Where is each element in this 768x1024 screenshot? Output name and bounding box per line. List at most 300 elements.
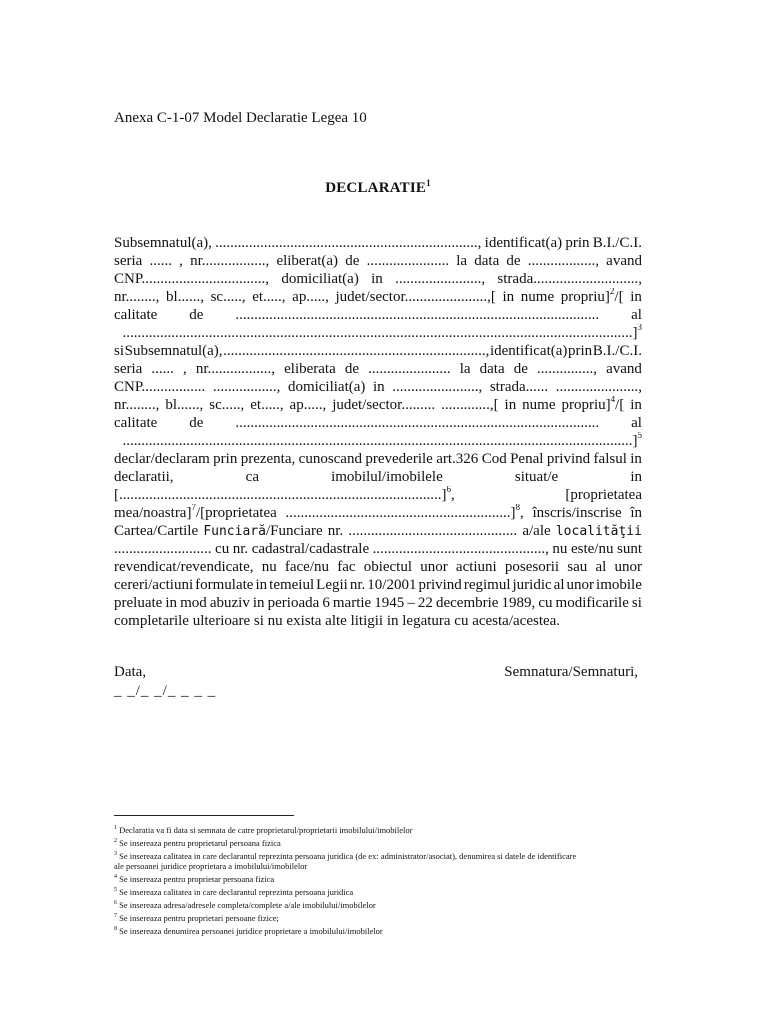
body-word: nr. xyxy=(349,577,366,593)
body-word: nr........, xyxy=(114,289,160,305)
footnote-text: Declaratia va fi data si semnata de catre proprietarul/proprietarii imobilului/imobilelor xyxy=(119,824,413,835)
body-word: .................., xyxy=(527,253,599,269)
body-word: sc....., xyxy=(209,397,245,413)
body-word: completarile ulterioare si nu exista alte litigii in legatura cu acesta/acestea. xyxy=(114,613,561,629)
word-group xyxy=(374,594,404,612)
word-group xyxy=(183,360,187,378)
word-group xyxy=(255,576,267,594)
body-line xyxy=(114,270,642,288)
body-word: ......................., xyxy=(395,271,486,287)
word-group xyxy=(630,504,642,522)
body-word: revendicat/revendicate, xyxy=(114,559,254,575)
title-footnote-ref: 1 xyxy=(426,178,431,188)
footnote xyxy=(114,872,642,885)
word-group xyxy=(268,594,320,612)
word-group xyxy=(371,270,383,288)
body-word: /[ xyxy=(615,397,625,413)
body-word: .............,[ xyxy=(441,397,499,413)
body-word: cereri/actiuni xyxy=(114,577,194,593)
word-group xyxy=(630,450,642,468)
word-group xyxy=(285,504,523,522)
word-group xyxy=(114,306,157,324)
body-word: bl......, xyxy=(165,397,204,413)
word-group xyxy=(252,540,369,558)
body-word: cu xyxy=(538,595,553,611)
body-word: face/nu xyxy=(284,559,330,575)
body-word: 1945 xyxy=(374,595,405,611)
body-word: prin xyxy=(565,235,590,251)
body-line xyxy=(114,378,642,396)
body-word: Subsemnatul(a), xyxy=(114,235,212,251)
body-word: in xyxy=(630,289,642,305)
word-group xyxy=(246,468,259,486)
word-group xyxy=(114,594,162,612)
footnote-ref: 4 xyxy=(610,396,616,404)
word-group xyxy=(632,594,642,612)
signature-label: Semnatura/Semnaturi, xyxy=(504,664,638,680)
word-group xyxy=(593,234,642,252)
word-group xyxy=(456,252,467,270)
body-word: .............................................., xyxy=(372,541,549,557)
footnote-divider xyxy=(114,815,294,816)
footnote-text: Se insereaza calitatea in care declarantul reprezinta persoana juridica xyxy=(119,887,354,898)
body-word: nu xyxy=(552,541,568,557)
body-word: ...... xyxy=(151,361,174,377)
footnote xyxy=(114,911,642,924)
word-group xyxy=(284,360,336,378)
body-word: calitate xyxy=(114,415,158,431)
body-word: fac xyxy=(337,559,356,575)
body-line xyxy=(114,234,642,252)
word-group xyxy=(114,270,269,288)
body-word: avand xyxy=(606,361,642,377)
body-word: de xyxy=(513,361,528,377)
word-group xyxy=(189,414,203,432)
word-group xyxy=(213,378,281,396)
body-word: prin xyxy=(213,451,238,467)
footnotes xyxy=(114,823,642,937)
word-group xyxy=(276,252,338,270)
date-placeholder: _ _/_ _/_ _ _ _ xyxy=(114,683,217,699)
word-group xyxy=(196,360,275,378)
body-word: 10/2001 xyxy=(367,577,417,593)
body-word: de xyxy=(189,415,204,431)
word-group xyxy=(114,576,193,594)
body-word: 6 xyxy=(322,595,330,611)
body-word: identificat(a) xyxy=(489,343,568,359)
word-group xyxy=(165,396,203,414)
word-group xyxy=(418,576,461,594)
footnote-text: Se insereaza pentru proprietarul persoana fizica xyxy=(119,837,281,848)
body-word: ap....., xyxy=(289,397,327,413)
body-word: al xyxy=(553,577,565,593)
word-group xyxy=(350,576,365,594)
word-group xyxy=(593,342,642,360)
body-word: la xyxy=(459,361,471,377)
body-line xyxy=(114,306,642,324)
body-word: si xyxy=(631,595,642,611)
word-group xyxy=(114,612,560,630)
body-word: calitate xyxy=(114,307,158,323)
body-word: in xyxy=(630,397,642,413)
body-word: CNP................................., xyxy=(114,271,270,287)
annex-heading: Anexa C-1-07 Model Declaratie Legea 10 xyxy=(114,110,367,126)
word-group xyxy=(114,522,198,540)
footnote-text: Se insereaza calitatea in care declarantul reprezinta persoana juridica (de ex: administrator/asociat), denumirea si datele de identificare xyxy=(119,850,577,861)
body-word: falsul xyxy=(593,451,627,467)
word-group xyxy=(395,270,485,288)
body-word: Funciară xyxy=(203,524,266,539)
body-word: , xyxy=(519,505,524,521)
word-group xyxy=(456,558,497,576)
word-group xyxy=(515,468,558,486)
body-word: domiciliat(a) xyxy=(281,271,359,287)
body-word: avand xyxy=(606,253,642,269)
body-word: ......................, xyxy=(555,379,642,395)
body-word: in xyxy=(630,469,642,485)
body-word: sau xyxy=(567,559,588,575)
word-group xyxy=(235,414,599,432)
word-group xyxy=(235,306,599,324)
footnote-text: Se insereaza pentru proprietar persoana fizica xyxy=(119,874,275,885)
word-group xyxy=(532,504,621,522)
body-word: este/nu xyxy=(570,541,614,557)
word-group xyxy=(631,306,642,324)
word-group xyxy=(348,522,517,540)
word-group xyxy=(209,396,244,414)
footnote-ref: 2 xyxy=(609,288,615,296)
word-group xyxy=(290,396,327,414)
body-word: a/ale xyxy=(522,523,551,539)
word-group xyxy=(151,360,174,378)
word-group xyxy=(631,414,642,432)
word-group xyxy=(617,540,642,558)
word-group xyxy=(179,252,183,270)
body-line xyxy=(114,504,642,522)
body-word: cunoscand xyxy=(298,451,362,467)
body-word: domiciliat(a) xyxy=(287,379,366,395)
word-group xyxy=(332,396,435,414)
body-line xyxy=(114,540,642,558)
word-group xyxy=(114,468,174,486)
body-word: Subsemnatul(a), xyxy=(124,343,223,359)
body-line xyxy=(114,414,642,432)
word-group xyxy=(561,396,624,414)
footnote-number: 2 xyxy=(114,837,117,844)
body-word: nume xyxy=(520,289,555,305)
body-word: ..............., xyxy=(536,361,597,377)
word-group xyxy=(316,576,348,594)
word-group xyxy=(505,396,517,414)
word-group xyxy=(337,558,355,576)
body-word: imobilul/imobilele xyxy=(331,469,443,485)
body-line xyxy=(114,612,642,630)
body-word: bl......, xyxy=(166,289,204,305)
body-word: ........................................................................................................................................] xyxy=(122,433,638,449)
word-group xyxy=(322,594,330,612)
body-word: ............................................................] xyxy=(285,505,516,521)
body-word: unor xyxy=(566,577,595,593)
body-line xyxy=(114,342,642,360)
body-word: localităţii xyxy=(555,524,642,539)
signature-block xyxy=(114,664,642,700)
body-word: ...... xyxy=(149,253,172,269)
body-word: in xyxy=(502,289,515,305)
body-word: et....., xyxy=(250,397,284,413)
body-word: identificat(a) xyxy=(484,235,563,251)
footnote-ref: 8 xyxy=(515,504,520,512)
body-word: actiuni xyxy=(455,559,497,575)
word-group xyxy=(114,414,157,432)
body-word: in xyxy=(371,271,383,287)
body-word: strada...... xyxy=(489,379,549,395)
body-word: la xyxy=(456,253,468,269)
body-word: mod xyxy=(180,595,207,611)
word-group xyxy=(552,540,567,558)
word-group xyxy=(123,432,643,450)
word-group xyxy=(502,594,536,612)
body-word: Legii xyxy=(316,577,348,593)
footnote-number: 5 xyxy=(114,887,117,894)
word-group xyxy=(630,288,642,306)
word-group xyxy=(292,288,329,306)
footnote-ref: 3 xyxy=(637,324,642,332)
body-word: de xyxy=(189,307,204,323)
footnote-number: 8 xyxy=(114,925,117,932)
body-word: CNP................. xyxy=(114,379,206,395)
word-group xyxy=(460,360,471,378)
word-group xyxy=(567,576,595,594)
word-group xyxy=(213,450,237,468)
body-word: /[proprietatea xyxy=(195,505,277,521)
word-group xyxy=(215,540,229,558)
word-group xyxy=(561,288,624,306)
word-group xyxy=(123,324,643,342)
word-group xyxy=(554,576,565,594)
word-group xyxy=(514,360,528,378)
body-word: unor xyxy=(420,559,448,575)
word-group xyxy=(490,378,548,396)
footnote-ref: 7 xyxy=(191,504,196,512)
word-group xyxy=(333,594,371,612)
word-group xyxy=(538,594,552,612)
body-word: declaratii, xyxy=(114,469,174,485)
body-line xyxy=(114,522,642,540)
body-word: propriu] xyxy=(561,397,611,413)
footnote xyxy=(114,898,642,911)
body-word: , xyxy=(451,487,455,503)
body-line xyxy=(114,576,642,594)
word-group xyxy=(215,234,481,252)
word-group xyxy=(594,450,627,468)
word-group xyxy=(114,234,212,252)
body-word: regimul xyxy=(463,577,511,593)
body-word: in xyxy=(252,595,265,611)
word-group xyxy=(114,450,210,468)
footnote-text: Se insereaza denumirea persoanei juridice proprietare a imobilului/imobilelor xyxy=(119,925,383,936)
body-word: martie xyxy=(332,595,372,611)
body-word: Cartea/Cartile xyxy=(114,523,199,539)
word-group xyxy=(364,558,412,576)
body-word: ................................................................................................. xyxy=(235,307,600,323)
body-word: .......................... xyxy=(114,541,212,557)
body-word: imobile xyxy=(596,577,642,593)
word-group xyxy=(114,360,142,378)
word-group xyxy=(195,576,253,594)
word-group xyxy=(367,576,416,594)
word-group xyxy=(114,396,159,414)
word-group xyxy=(331,468,443,486)
word-group xyxy=(556,594,629,612)
word-group xyxy=(114,288,159,306)
word-group xyxy=(522,396,555,414)
word-group xyxy=(521,288,554,306)
word-group xyxy=(482,450,507,468)
title-text: DECLARATIE xyxy=(325,180,427,196)
word-group xyxy=(480,360,505,378)
footnote xyxy=(114,861,642,872)
body-word: eliberata xyxy=(284,361,336,377)
body-word: eliberat(a) xyxy=(276,253,339,269)
word-group xyxy=(441,396,499,414)
word-group xyxy=(506,252,520,270)
body-word: data xyxy=(479,361,505,377)
body-word: seria xyxy=(114,361,143,377)
word-group xyxy=(114,252,142,270)
word-group xyxy=(250,396,283,414)
word-group xyxy=(211,288,246,306)
word-group xyxy=(568,342,592,360)
word-group xyxy=(328,522,343,540)
body-word: judet/sector......... xyxy=(332,397,436,413)
body-word: temeiul xyxy=(269,577,315,593)
body-line xyxy=(114,468,642,486)
word-group xyxy=(407,594,415,612)
body-word: ........................................................................................................................................] xyxy=(122,325,638,341)
word-group xyxy=(418,594,433,612)
word-group xyxy=(335,288,495,306)
body-word: ......................................................................, xyxy=(223,343,490,359)
body-word: in xyxy=(255,577,268,593)
footnote xyxy=(114,885,642,898)
body-word: /[ xyxy=(614,289,624,305)
body-word: nr. xyxy=(232,541,249,557)
body-word: cadastral/cadastrale xyxy=(251,541,370,557)
body-word: ................., xyxy=(212,379,281,395)
body-word: /Funciare xyxy=(265,523,323,539)
word-group xyxy=(345,360,359,378)
word-group xyxy=(241,450,296,468)
body-line xyxy=(114,288,642,306)
word-group xyxy=(614,558,642,576)
body-word: strada............................, xyxy=(497,271,642,287)
body-word: al xyxy=(631,307,642,323)
body-word: al xyxy=(595,559,607,575)
footnote xyxy=(114,836,642,849)
word-group xyxy=(522,522,550,540)
word-group xyxy=(556,378,642,396)
word-group xyxy=(420,558,448,576)
document-title xyxy=(114,178,642,197)
body-word: sunt xyxy=(616,541,642,557)
body-word: abuziv xyxy=(209,595,250,611)
body-word: ca xyxy=(245,469,259,485)
body-word: posesorii xyxy=(504,559,560,575)
word-group xyxy=(373,378,385,396)
word-group xyxy=(288,378,365,396)
body-word: nume xyxy=(522,397,556,413)
body-word: B.I./C.I. xyxy=(592,235,642,251)
body-word: sc....., xyxy=(210,289,246,305)
footnote-number: 6 xyxy=(114,900,117,907)
body-word: propriu] xyxy=(560,289,610,305)
word-group xyxy=(223,342,489,360)
body-word: privind xyxy=(418,577,462,593)
body-word: , xyxy=(179,253,183,269)
body-word: cu xyxy=(215,541,230,557)
body-word: – xyxy=(407,595,415,611)
word-group xyxy=(547,450,590,468)
word-group xyxy=(114,342,124,360)
body-word: B.I./C.I. xyxy=(592,343,642,359)
body-word: nr................., xyxy=(195,361,276,377)
body-line xyxy=(114,252,642,270)
body-word: ap....., xyxy=(292,289,329,305)
word-group xyxy=(505,558,559,576)
word-group xyxy=(485,234,562,252)
word-group xyxy=(180,594,207,612)
body-word: mea/noastra] xyxy=(114,505,192,521)
body-word: data xyxy=(474,253,500,269)
word-group xyxy=(537,360,597,378)
body-word: 22 xyxy=(417,595,433,611)
body-word: în xyxy=(630,505,642,521)
body-word: Penal xyxy=(510,451,544,467)
body-word: al xyxy=(631,415,642,431)
word-group xyxy=(503,288,515,306)
body-line xyxy=(114,594,642,612)
word-group xyxy=(595,558,606,576)
word-group xyxy=(606,360,642,378)
body-word: 1989, xyxy=(501,595,536,611)
word-group xyxy=(125,342,223,360)
body-word: in xyxy=(372,379,385,395)
body-word: in xyxy=(165,595,178,611)
word-group xyxy=(262,558,277,576)
body-word: de xyxy=(345,253,360,269)
word-group xyxy=(233,540,248,558)
footnote-text: ale persoanei juridice proprietara a imobilului/imobilelor xyxy=(114,861,308,872)
word-group xyxy=(114,504,277,522)
body-word: si xyxy=(114,343,125,359)
footnote-number: 3 xyxy=(114,850,117,857)
word-group xyxy=(150,252,173,270)
declaration-body xyxy=(114,234,642,630)
body-word: formulate xyxy=(195,577,254,593)
footnote-text: Se insereaza pentru proprietari persoane fizice; xyxy=(119,912,279,923)
footnote-text: Se insereaza adresa/adresele completa/complete a/ale imobilului/imobilelor xyxy=(119,899,376,910)
body-word: ......................., xyxy=(392,379,483,395)
word-group xyxy=(392,378,482,396)
word-group xyxy=(269,576,314,594)
word-group xyxy=(210,594,250,612)
footnote xyxy=(114,849,642,862)
footnote-number: 7 xyxy=(114,912,117,919)
body-word: nr................., xyxy=(190,253,270,269)
body-word: nu xyxy=(261,559,277,575)
footnote xyxy=(114,823,642,836)
word-group xyxy=(490,342,567,360)
